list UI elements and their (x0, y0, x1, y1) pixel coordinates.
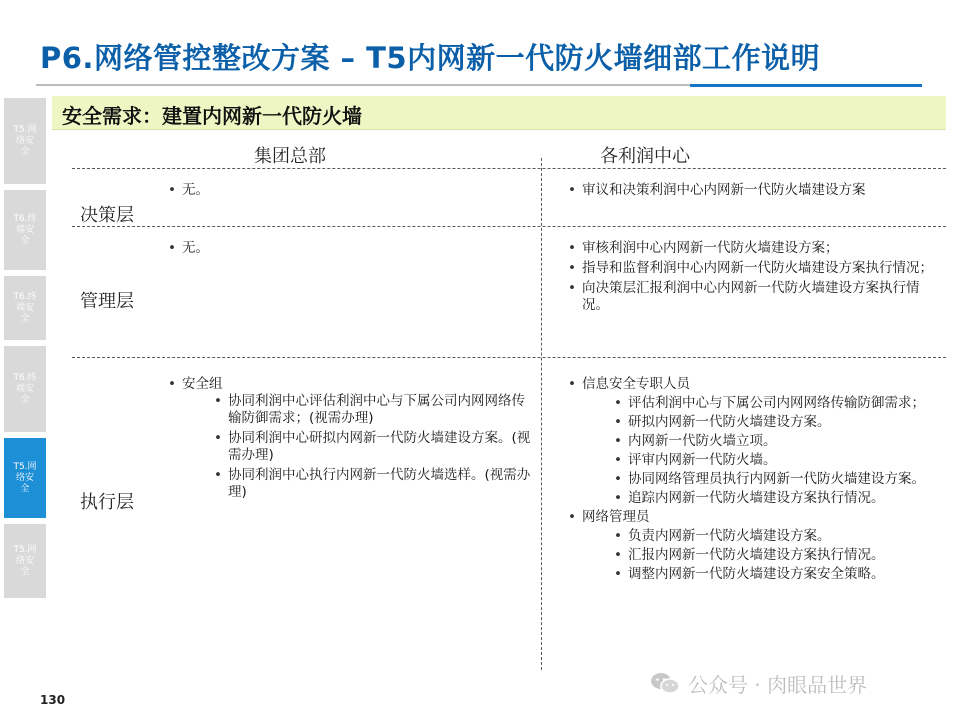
requirement-banner (52, 96, 946, 130)
sub-list-item: • 负责内网新一代防火墙建设方案。 (582, 528, 934, 545)
row-divider (72, 226, 946, 227)
sub-list (582, 395, 934, 507)
management-center-list (564, 240, 934, 314)
role-label: 信息安全专职人员 (582, 376, 690, 392)
list-item: • 无。 (164, 182, 524, 199)
decision-center-list (564, 182, 934, 199)
requirement-text: 安全需求：建置内网新一代防火墙 (62, 104, 362, 128)
row-divider (72, 357, 946, 358)
sub-list (582, 528, 934, 583)
row-label-decision: 决策层 (80, 205, 134, 226)
sub-list-item: • 内网新一代防火墙立项。 (582, 433, 934, 450)
side-tab-5-active[interactable] (4, 438, 46, 518)
list-item: • 无。 (164, 240, 524, 257)
side-tab-label: T5.网络安全 (13, 124, 37, 157)
side-tab-6[interactable] (4, 524, 46, 598)
execution-center-list (564, 376, 934, 583)
wechat-icon (650, 671, 680, 695)
list-item: • 向决策层汇报利润中心内网新一代防火墙建设方案执行情况。 (564, 280, 934, 314)
column-divider (541, 158, 542, 670)
sub-list-item: • 评审内网新一代防火墙。 (582, 452, 934, 469)
list-item (564, 509, 934, 583)
side-tab-label: T6.终端安全 (13, 213, 37, 246)
title-divider-accent (690, 84, 922, 87)
side-tab-1[interactable] (4, 98, 46, 184)
management-hq-list (164, 240, 524, 257)
watermark (650, 669, 867, 697)
list-item: • 审议和决策利润中心内网新一代防火墙建设方案 (564, 182, 934, 199)
side-tab-label: T5.网络安全 (13, 461, 37, 494)
header-divider (72, 168, 946, 169)
page-number: 130 (40, 693, 66, 707)
row-label-management: 管理层 (80, 291, 134, 312)
sub-list-item: • 汇报内网新一代防火墙建设方案执行情况。 (582, 547, 934, 564)
list-item (564, 376, 934, 507)
sub-list-item: • 协同利润中心评估利润中心与下属公司内网网络传输防御需求；(视需办理) (182, 393, 532, 427)
side-tab-2[interactable] (4, 190, 46, 270)
sub-list-item: • 追踪内网新一代防火墙建设方案执行情况。 (582, 490, 934, 507)
role-label: 安全组 (182, 376, 223, 392)
page-title: P6.网络管控整改方案 – T5内网新一代防火墙细部工作说明 (40, 41, 821, 75)
column-header-centers: 各利润中心 (600, 146, 690, 167)
sub-list-item: • 协同利润中心执行内网新一代防火墙选样。(视需办理) (182, 467, 532, 501)
watermark-text: 公众号 · 肉眼品世界 (688, 672, 868, 697)
side-tab-label: T5.网络安全 (13, 544, 37, 577)
side-tab-4[interactable] (4, 346, 46, 432)
sub-list (182, 393, 532, 501)
execution-hq-list (164, 376, 532, 501)
list-item (164, 376, 532, 501)
sub-list-item: • 调整内网新一代防火墙建设方案安全策略。 (582, 566, 934, 583)
decision-hq-list (164, 182, 524, 199)
row-label-execution: 执行层 (80, 492, 134, 513)
role-label: 网络管理员 (582, 509, 650, 525)
column-header-hq: 集团总部 (254, 146, 326, 167)
sub-list-item: • 评估利润中心与下属公司内网网络传输防御需求； (582, 395, 934, 412)
sub-list-item: • 协同利润中心研拟内网新一代防火墙建设方案。(视需办理) (182, 430, 532, 464)
side-tab-label: T6.终端安全 (13, 372, 37, 405)
side-tab-3[interactable] (4, 276, 46, 340)
sub-list-item: • 协同网络管理员执行内网新一代防火墙建设方案。 (582, 471, 934, 488)
sub-list-item: • 研拟内网新一代防火墙建设方案。 (582, 414, 934, 431)
side-tab-label: T6.终端安全 (13, 291, 37, 324)
list-item: • 指导和监督利润中心内网新一代防火墙建设方案执行情况； (564, 260, 934, 277)
list-item: • 审核利润中心内网新一代防火墙建设方案； (564, 240, 934, 257)
